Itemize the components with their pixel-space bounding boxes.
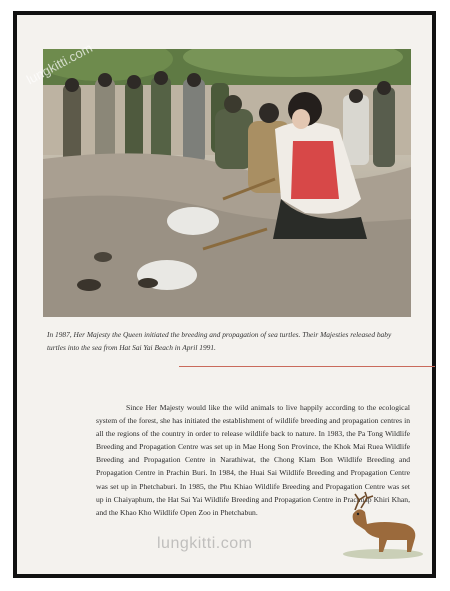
watermark-bottom: lungkitti.com xyxy=(157,535,253,552)
body-paragraph: Since Her Majesty would like the wild animals to live happily according to the ecological system of the forest, she has initiated the establishment of wildlife breeding and propagation centres in all the regions of the country in order to release wildlife back to nature. In 1983, the Pa Tong Wildlife Breeding and Propagation Centre was set up in Mae Hong Son Province, the Khok Mai Ruea Wildlife Breeding and Propagation Centre in Narathiwat, the Chong Klam Bon Wildlife Breeding and Propagation Centre in Prachin Buri. In 1984, the Huai Sai Wildlife Breeding and Propagation Centre was set up in Phetchaburi. In 1985, the Phu Khiao Wildlife Breeding and Propagation Centre was set up in Chaiyaphum, the Hat Sai Yai Wildlife Breeding and Propagation Centre in Prachuap Khiri Khan, and the Khao Kho Wildlife Open Zoo in Phetchabun. xyxy=(96,403,410,517)
divider-rule xyxy=(179,366,435,367)
photo-caption: In 1987, Her Majesty the Queen initiated the breeding and propagation of sea turtles. Their Majesties released baby turtles into the sea from Hat Sai Yai Beach in April 1991. xyxy=(47,330,392,352)
watermark-top: lungkitti.com xyxy=(24,40,95,88)
deer-illustration xyxy=(335,490,425,560)
turtle-release-photo xyxy=(43,49,411,317)
photo-illustration xyxy=(43,49,411,317)
